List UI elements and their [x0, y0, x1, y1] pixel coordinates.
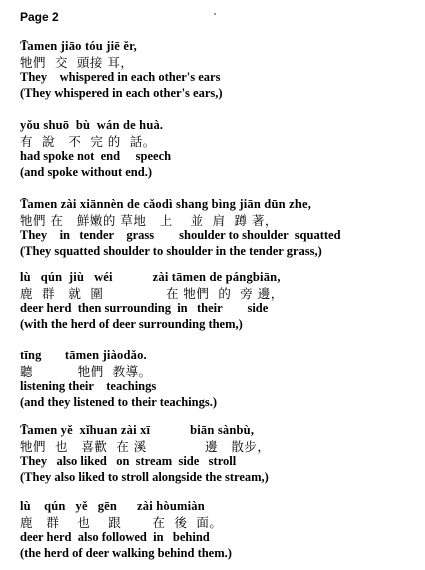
stanza-5: [20, 348, 415, 410]
gloss-line: had spoke not end speech: [20, 149, 172, 163]
pinyin-line: T̄amen jiāo tóu jiē ěr,: [20, 39, 138, 53]
translation-line: (with the herd of deer surrounding them,): [20, 316, 243, 331]
scan-speck: [214, 13, 216, 15]
gloss-line: They in tender grass shoulder to shoulder squatted: [20, 228, 341, 242]
chinese-line: 牠們 在 鮮嫩的 草地 上 並 肩 蹲 著，: [20, 212, 279, 228]
stanza-4: [20, 270, 415, 332]
pinyin-line: lù qún yě gēn zài hòumiàn: [20, 499, 205, 513]
chinese-line: 鹿 群 也 跟 在 後 面。: [20, 514, 223, 530]
gloss-line: They whispered in each other's ears: [20, 70, 221, 84]
chinese-line: 聽 牠們 教導。: [20, 363, 152, 379]
stanza-7: [20, 499, 415, 561]
stanza-3: [20, 197, 415, 259]
page-title: Page 2: [20, 10, 59, 24]
translation-line: (They also liked to stroll alongside the stream,): [20, 469, 269, 484]
stanza-2: [20, 118, 415, 180]
chinese-line: 牠們 交 頭接 耳，: [20, 54, 134, 70]
translation-line: (They squatted shoulder to shoulder in the tender grass,): [20, 243, 322, 258]
chinese-line: 有 說 不 完 的 話。: [20, 133, 156, 149]
translation-line: (They whispered in each other's ears,): [20, 85, 223, 100]
pinyin-line: yǒu shuō bù wán de huà.: [20, 118, 164, 132]
chinese-line: 牠們 也 喜歡 在 溪 邊 散步，: [20, 438, 271, 454]
gloss-line: They also liked on stream side stroll: [20, 454, 237, 468]
gloss-line: listening their teachings: [20, 379, 157, 393]
gloss-line: deer herd then surrounding in their side: [20, 301, 269, 315]
stanza-6: [20, 423, 415, 485]
pinyin-line: tīng tāmen jiàodǎo.: [20, 348, 147, 362]
pinyin-line: T̄amen zài xiānnèn de cǎodì shang bìng jiān dūn zhe,: [20, 197, 312, 211]
translation-line: (and they listened to their teachings.): [20, 394, 217, 409]
stanza-1: [20, 39, 415, 101]
translation-line: (the herd of deer walking behind them.): [20, 545, 232, 560]
pinyin-line: T̄amen yě xǐhuan zài xī biān sànbù,: [20, 423, 255, 437]
gloss-line: deer herd also followed in behind: [20, 530, 210, 544]
pinyin-line: lù qún jiù wéi zài tāmen de pángbiān,: [20, 270, 281, 284]
chinese-line: 鹿 群 就 圍 在 牠們 的 旁 邊，: [20, 285, 284, 301]
translation-line: (and spoke without end.): [20, 164, 152, 179]
